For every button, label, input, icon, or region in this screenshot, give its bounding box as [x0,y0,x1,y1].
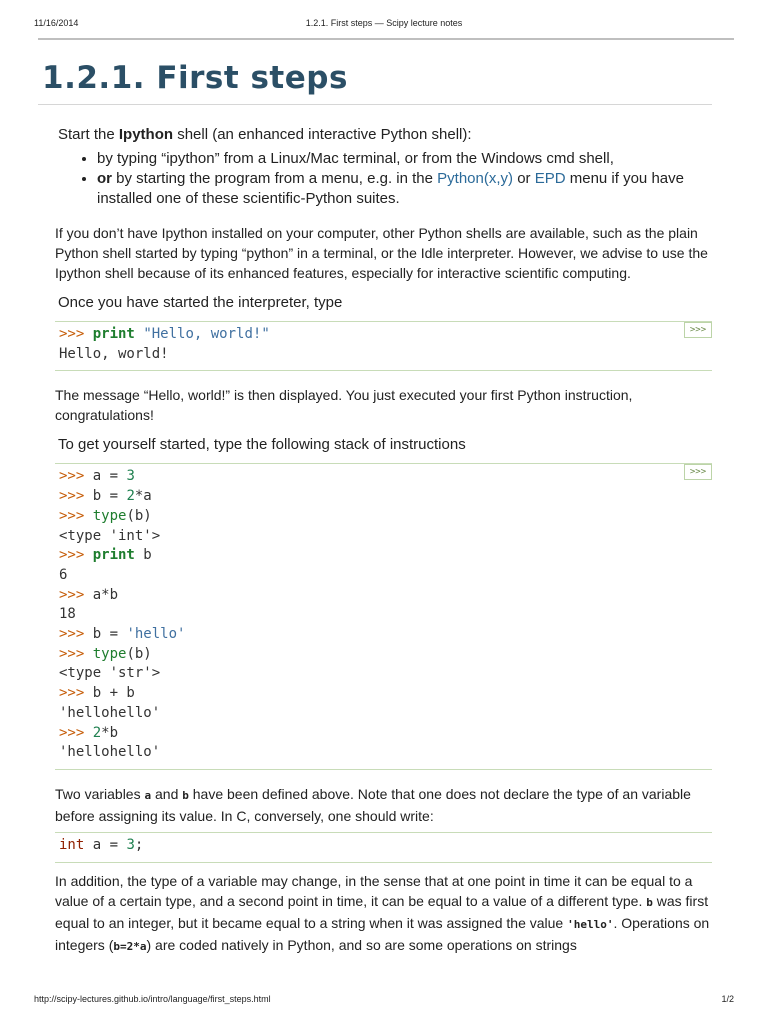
code-number: 2 [126,488,135,505]
code-text: ; [134,836,144,853]
page-title: 1.2.1. First steps [42,60,348,96]
code-prompt: >>> [59,468,93,485]
code-block-hello [55,321,712,371]
list-item-text: menu if you have installed one of these scientific-Python suites. [97,170,684,207]
code-number: 2 [92,724,102,741]
code-number: 3 [126,836,135,853]
stack-instruction: To get yourself started, type the following stack of instructions [58,436,466,454]
print-url: http://scipy-lectures.github.io/intro/language/first_steps.html [34,994,271,1004]
print-page-title: 1.2.1. First steps — Scipy lecture notes [305,18,463,28]
code-output: 6 [59,566,68,583]
code-prompt: >>> [59,645,93,662]
code-string: "Hello, world!" [143,326,270,342]
code-type: int [59,836,85,853]
main-content [55,125,712,957]
code-text: (b) [126,507,152,524]
code-prompt: >>> [59,685,93,702]
code-line [59,724,712,744]
code-output: 18 [59,606,76,623]
code-output: Hello, world! [59,345,169,362]
code-prompt: >>> [59,547,93,564]
list-item-text: by starting the program from a menu, e.g. in the [112,170,438,187]
list-item [97,169,712,209]
prompt-toggle-button[interactable]: >>> [684,322,712,338]
code-line [59,625,712,645]
list-item-text: or [513,170,535,187]
bullet-list [55,149,712,209]
code-builtin: type [92,645,127,662]
paragraph-text: . Operations on integers ( [55,914,710,953]
code-block-c [55,832,712,863]
prompt-toggle-button[interactable]: >>> [684,464,712,480]
code-output: <type 'int'> [59,527,161,544]
code-prompt: >>> [59,507,93,524]
code-text: a = [84,836,127,853]
intro-text-after: shell (an enhanced interactive Python shell): [173,126,472,143]
inline-code: b [646,895,653,909]
inline-code: b [182,788,189,802]
code-keyword: print [92,326,135,342]
print-date: 11/16/2014 [34,18,79,28]
paragraph-text: have been defined above. Note that one does not declare the type of an variable before assigning its value. In C, conversely, one should write: [55,785,691,824]
shells-paragraph: If you don’t have Ipython installed on your computer, other Python shells are available, such as the plain Python shell started by typing “python” in a terminal, or the Idle interpreter. However, we advise to use the Ipython shell because of its enhanced features, especially for interactive scientific computing. [55,225,708,281]
code-output: 'hellohello' [59,744,161,761]
code-text: *a [134,488,152,505]
hello-paragraph: The message “Hello, world!” is then displayed. You just executed your first Python instruction, congratulations! [55,387,633,424]
code-prompt: >>> [59,326,93,342]
type-instruction: Once you have started the interpreter, type [58,294,343,311]
code-line [59,507,712,527]
intro-paragraph [58,125,712,145]
title-divider [38,104,712,105]
paragraph-text: In addition, the type of a variable may change, in the sense that at one point in time it can be equal to a value of a certain type, and a second point in time, it can be equal to a value of a different type. [55,872,693,909]
code-text: b [134,547,152,564]
code-text: b = [92,626,127,643]
code-line [59,586,712,606]
list-item [97,149,712,169]
code-text: b = [92,488,127,505]
code-line [59,325,712,345]
paragraph-text: and [151,785,183,802]
paragraph-text: was first equal to an integer, but it became equal to a string when it was assigned the value [55,892,709,931]
list-item-text: by typing “ipython” from a Linux/Mac terminal, or from the Windows cmd shell, [97,150,614,167]
pythonxy-link[interactable]: Python(x,y) [437,170,514,187]
code-builtin: type [92,507,127,524]
code-line [59,684,712,704]
header-divider [38,38,734,40]
code-line [59,546,712,566]
intro-text: Start the [58,126,119,143]
inline-code: 'hello' [567,917,614,931]
code-prompt: >>> [59,488,93,505]
code-prompt: >>> [59,626,93,643]
code-line [59,836,712,856]
intro-bold: Ipython [118,126,174,143]
inline-code: a [144,788,152,802]
code-number: 3 [126,468,135,485]
paragraph-text: Two variables [55,785,145,802]
code-line [59,645,712,665]
code-line [59,487,712,507]
code-block-stack [55,463,712,770]
code-keyword: print [92,547,135,564]
code-text: a = [92,468,127,485]
code-line [59,467,712,487]
code-prompt: >>> [59,586,93,603]
code-text: (b) [126,645,152,662]
code-prompt: >>> [59,724,93,741]
variables-paragraph [55,784,712,826]
page-number: 1/2 [721,994,734,1004]
code-output: 'hellohello' [59,704,161,721]
code-output: <type 'str'> [59,665,161,682]
paragraph-text: ) are coded natively in Python, and so are some operations on strings [146,936,577,953]
code-text: b + b [92,685,135,702]
code-text: a*b [92,586,119,603]
epd-link[interactable]: EPD [534,170,566,187]
code-text: *b [101,724,119,741]
print-header [0,18,768,32]
code-string: 'hello' [126,626,186,643]
list-item-bold: or [97,170,112,187]
inline-code: b=2*a [113,939,147,953]
types-paragraph [55,871,712,957]
